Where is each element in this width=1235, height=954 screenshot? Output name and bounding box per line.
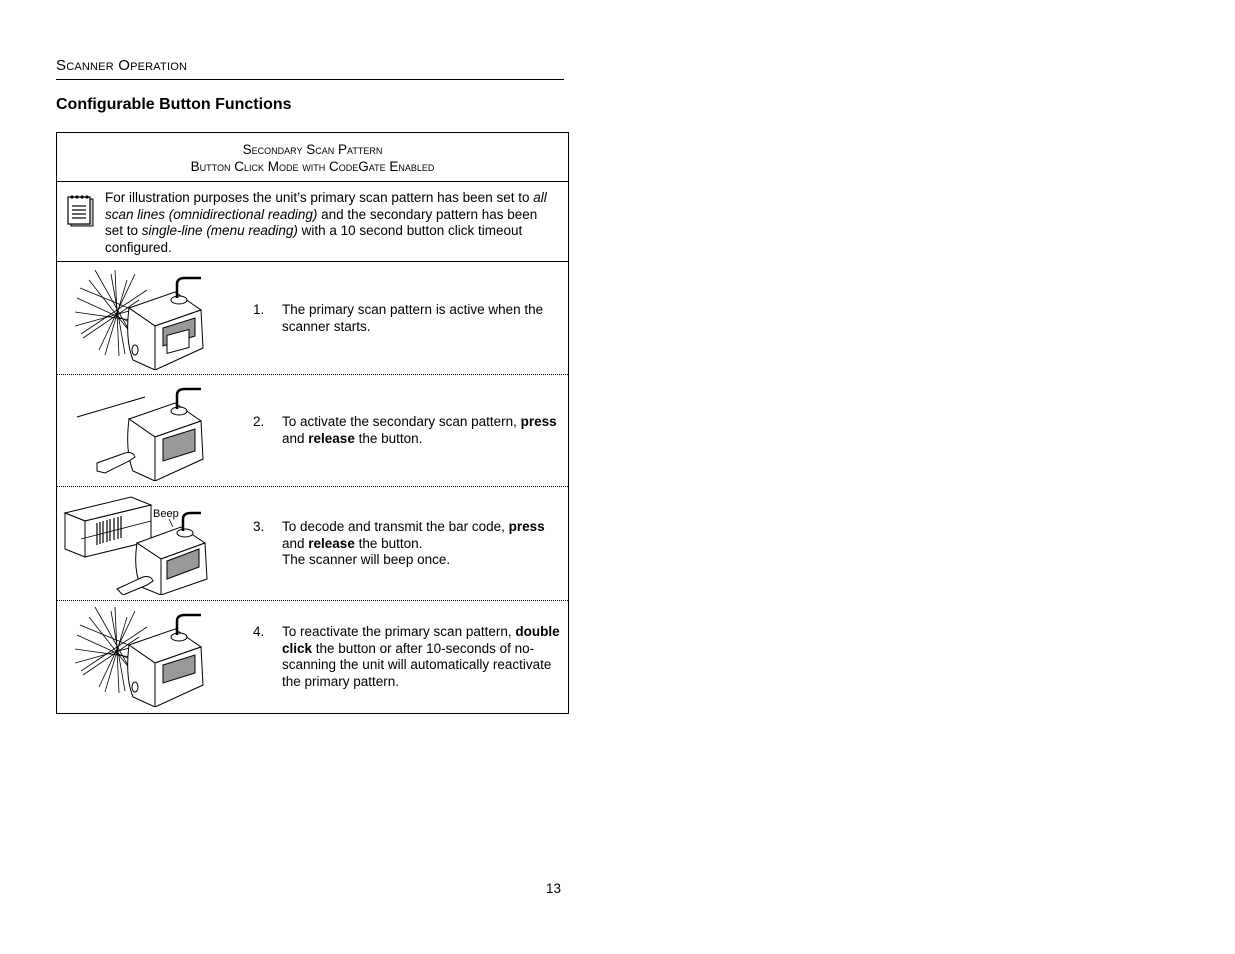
step-4-number: 4. [253, 624, 265, 639]
step-4 [57, 601, 568, 713]
box-title-line1: Secondary Scan Pattern [242, 142, 383, 157]
step-1-text: The primary scan pattern is active when the scanner starts. [282, 302, 544, 334]
scanner-omni-illustration [75, 270, 225, 370]
step-2-text: To activate the secondary scan pattern, press and release the button. [282, 414, 557, 446]
box-title [57, 133, 568, 182]
scanner-beep-illustration [61, 491, 221, 595]
note-text: For illustration purposes the unit’s primary scan pattern has been set to all scan lines (omnidirectional reading) and the secondary pattern has been set to single-line (menu reading) with a 10 second button click timeout configured. [105, 190, 547, 255]
step-1 [57, 262, 568, 375]
step-2 [57, 375, 568, 487]
beep-label: Beep [153, 508, 179, 520]
scanner-omni-return-illustration [75, 607, 225, 707]
note-icon [67, 194, 95, 228]
page-number: 13 [546, 881, 562, 896]
step-3-number: 3. [253, 519, 265, 534]
step-3 [57, 487, 568, 601]
step-1-number: 1. [253, 302, 265, 317]
box-title-line2: Button Click Mode with CodeGate Enabled [190, 159, 435, 174]
note-row [57, 183, 568, 262]
step-3-text: To decode and transmit the bar code, press and release the button. The scanner will beep once. [282, 519, 545, 567]
step-4-text: To reactivate the primary scan pattern, double click the button or after 10-seconds of no-scanning the unit will automatically reactivate the primary pattern. [282, 624, 560, 689]
scanner-press-illustration [75, 381, 225, 481]
function-box [56, 132, 569, 714]
step-2-number: 2. [253, 414, 265, 429]
section-header: Scanner Operation [56, 57, 564, 80]
page-heading: Configurable Button Functions [56, 96, 292, 113]
